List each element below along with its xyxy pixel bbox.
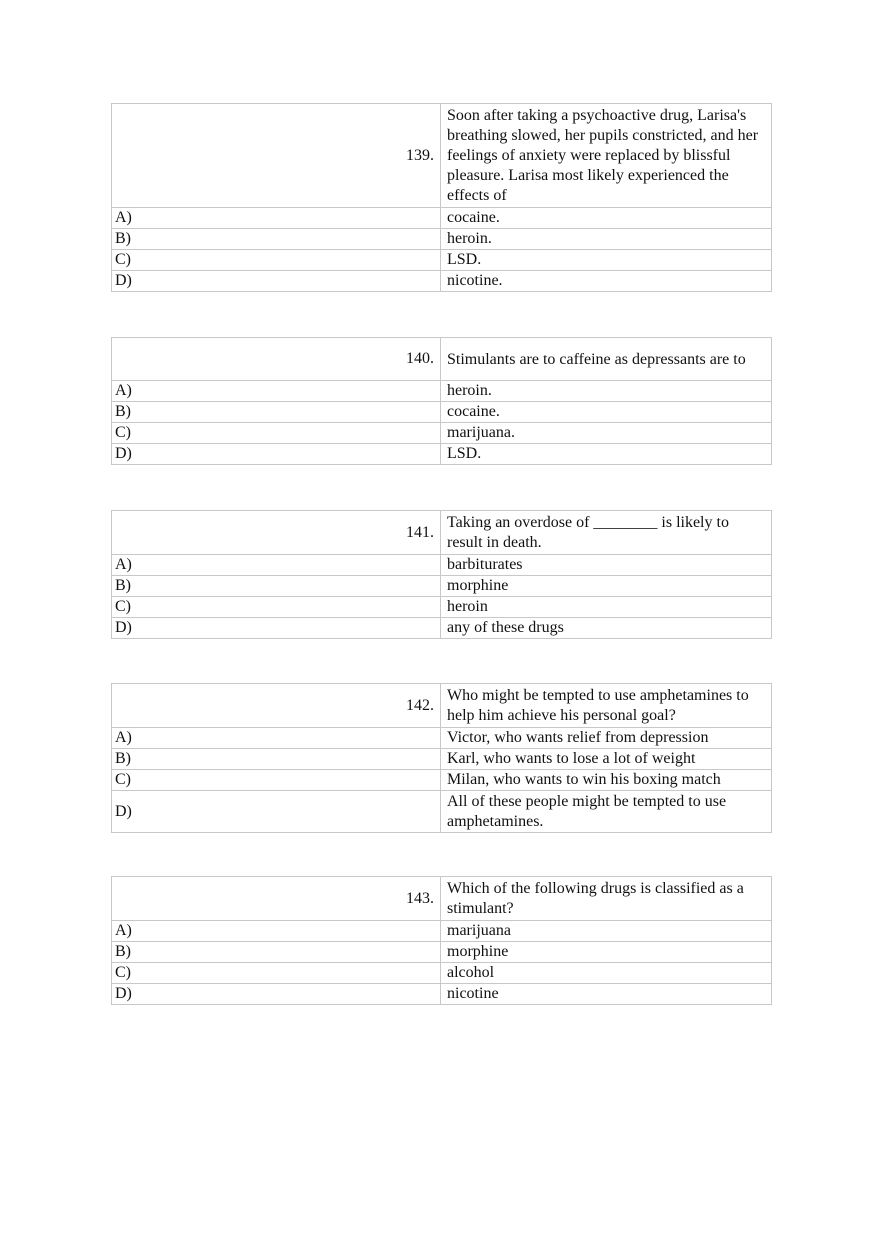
option-row — [112, 423, 772, 444]
option-row — [112, 381, 772, 402]
option-letter: C) — [112, 770, 441, 791]
option-text: Milan, who wants to win his boxing match — [441, 770, 772, 791]
option-row — [112, 921, 772, 942]
option-text: morphine — [441, 576, 772, 597]
option-row — [112, 444, 772, 465]
option-letter: D) — [112, 618, 441, 639]
option-row — [112, 770, 772, 791]
option-text: barbiturates — [441, 555, 772, 576]
question-141-table — [111, 510, 772, 639]
option-letter: A) — [112, 555, 441, 576]
option-row — [112, 271, 772, 292]
question-stem: Stimulants are to caffeine as depressants are to — [441, 338, 772, 381]
question-143-table — [111, 876, 772, 1005]
option-letter: A) — [112, 208, 441, 229]
option-letter: A) — [112, 921, 441, 942]
question-row — [112, 684, 772, 728]
option-text: heroin. — [441, 381, 772, 402]
option-text: morphine — [441, 942, 772, 963]
option-letter: B) — [112, 942, 441, 963]
option-text: alcohol — [441, 963, 772, 984]
option-row — [112, 402, 772, 423]
question-row — [112, 511, 772, 555]
question-stem: Soon after taking a psychoactive drug, Larisa's breathing slowed, her pupils constricted, and her feelings of anxiety were replaced by blissful pleasure. Larisa most likely experienced the effects of — [441, 104, 772, 208]
question-number: 140. — [112, 338, 441, 381]
option-row — [112, 963, 772, 984]
option-row — [112, 555, 772, 576]
option-letter: D) — [112, 444, 441, 465]
option-letter: B) — [112, 576, 441, 597]
option-text: Victor, who wants relief from depression — [441, 728, 772, 749]
question-row — [112, 338, 772, 381]
question-139-table — [111, 103, 772, 292]
question-row — [112, 877, 772, 921]
option-text: nicotine — [441, 984, 772, 1005]
option-row — [112, 728, 772, 749]
option-letter: B) — [112, 229, 441, 250]
option-row — [112, 597, 772, 618]
question-number: 139. — [112, 104, 441, 208]
option-text: marijuana. — [441, 423, 772, 444]
question-140-table — [111, 337, 772, 465]
option-letter: A) — [112, 381, 441, 402]
question-row — [112, 104, 772, 208]
option-row — [112, 984, 772, 1005]
question-stem: Which of the following drugs is classified as a stimulant? — [441, 877, 772, 921]
option-row — [112, 618, 772, 639]
option-text: LSD. — [441, 444, 772, 465]
option-letter: C) — [112, 963, 441, 984]
option-text: marijuana — [441, 921, 772, 942]
option-row — [112, 791, 772, 833]
question-number: 142. — [112, 684, 441, 728]
option-row — [112, 942, 772, 963]
question-number: 141. — [112, 511, 441, 555]
option-row — [112, 250, 772, 271]
option-text: LSD. — [441, 250, 772, 271]
option-text: any of these drugs — [441, 618, 772, 639]
option-row — [112, 749, 772, 770]
option-text: All of these people might be tempted to use amphetamines. — [441, 791, 772, 833]
option-letter: C) — [112, 597, 441, 618]
question-number: 143. — [112, 877, 441, 921]
option-letter: C) — [112, 423, 441, 444]
option-letter: D) — [112, 791, 441, 833]
option-row — [112, 576, 772, 597]
option-letter: B) — [112, 749, 441, 770]
question-stem: Who might be tempted to use amphetamines to help him achieve his personal goal? — [441, 684, 772, 728]
option-text: nicotine. — [441, 271, 772, 292]
option-text: heroin. — [441, 229, 772, 250]
question-stem: Taking an overdose of ________ is likely to result in death. — [441, 511, 772, 555]
option-text: cocaine. — [441, 208, 772, 229]
option-text: heroin — [441, 597, 772, 618]
option-letter: D) — [112, 984, 441, 1005]
question-142-table — [111, 683, 772, 833]
option-letter: C) — [112, 250, 441, 271]
option-row — [112, 229, 772, 250]
option-text: Karl, who wants to lose a lot of weight — [441, 749, 772, 770]
option-text: cocaine. — [441, 402, 772, 423]
option-letter: A) — [112, 728, 441, 749]
option-letter: D) — [112, 271, 441, 292]
option-letter: B) — [112, 402, 441, 423]
option-row — [112, 208, 772, 229]
